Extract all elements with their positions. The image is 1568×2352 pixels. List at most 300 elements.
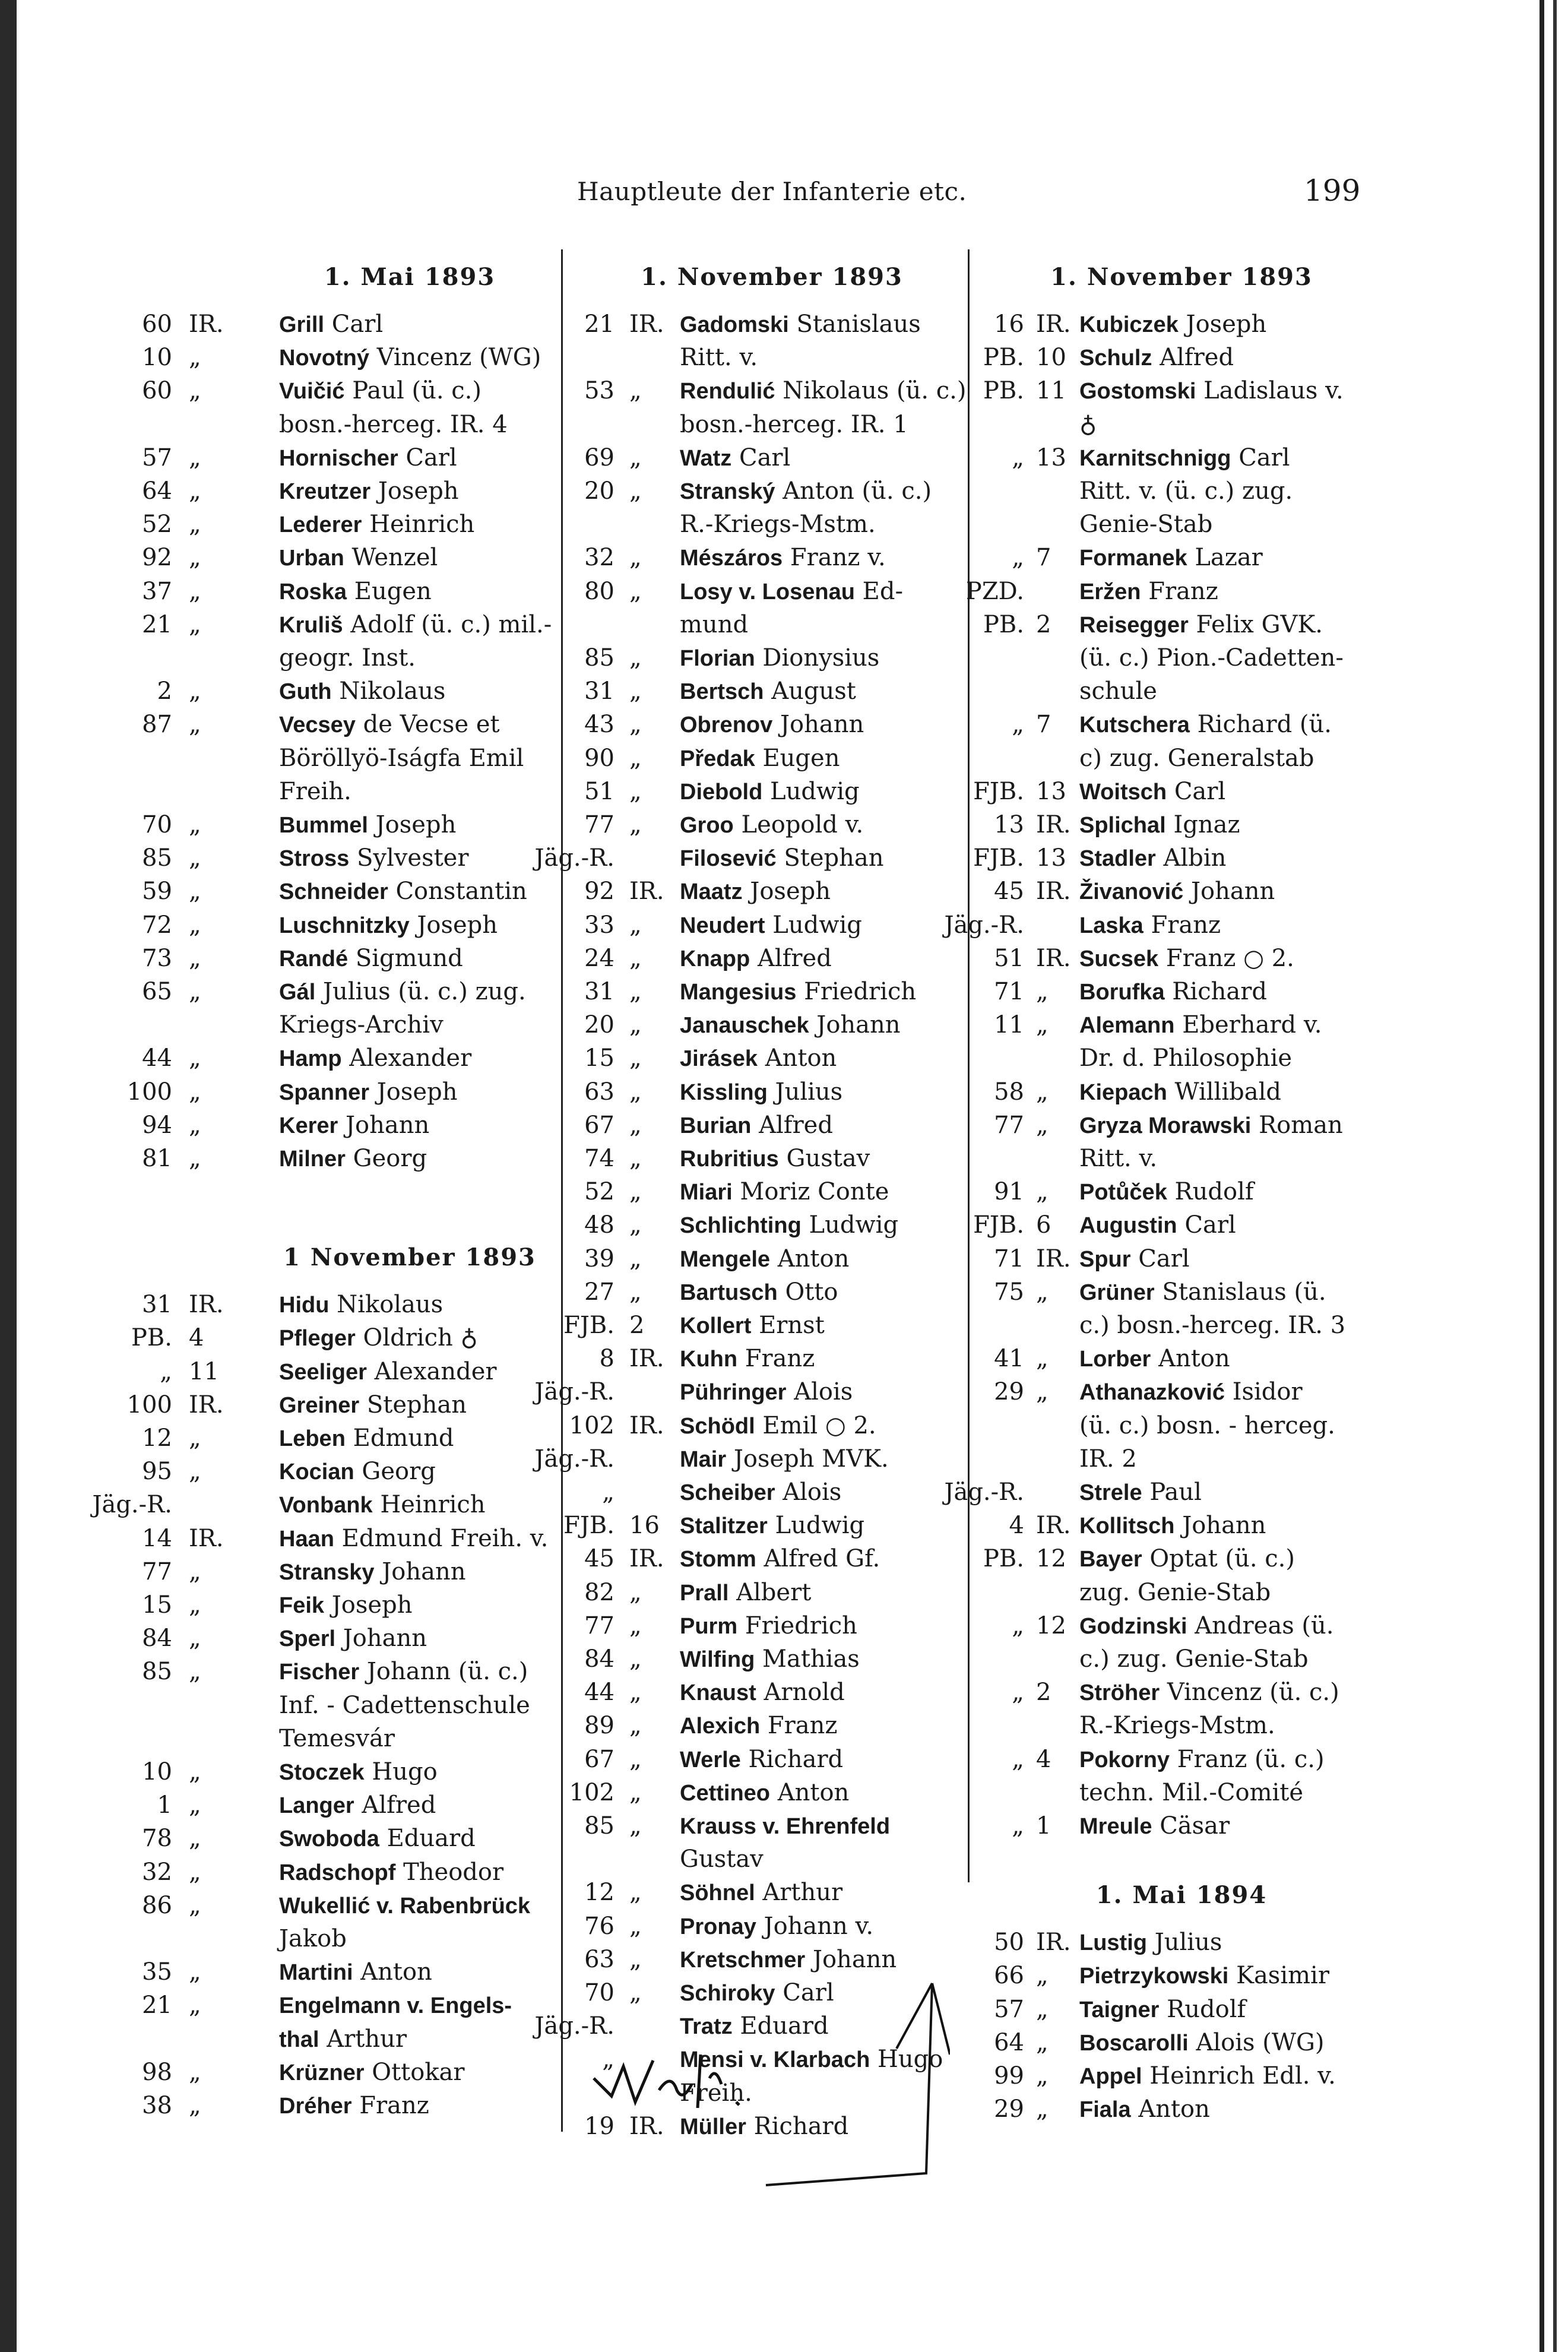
officer-surname: Ströher (1079, 1680, 1160, 1706)
regiment-number: 86 (142, 1891, 172, 1919)
officer-details: Alois (783, 1479, 842, 1506)
officer-details: Joseph (417, 911, 498, 939)
officer-surname: Kreutzer (279, 479, 371, 504)
entry-continuation (1079, 1042, 1292, 1075)
officer-surname: Gál (279, 980, 316, 1005)
unit-type: 13 (1036, 444, 1066, 471)
entry-continuation (279, 1722, 395, 1755)
regiment-number: 15 (584, 1044, 614, 1072)
officer-details-continuation: IR. 2 (1079, 1445, 1137, 1473)
entry-continuation (1079, 1709, 1275, 1742)
regiment-number: 89 (584, 1712, 614, 1740)
regiment-number: 102 (569, 1411, 614, 1439)
officer-details: Carl (783, 1979, 834, 2006)
regiment-number: 31 (584, 678, 614, 705)
officer-surname: Filosević (680, 846, 777, 872)
regiment-number: 45 (584, 1545, 614, 1573)
officer-details: Johann (346, 1111, 430, 1139)
regiment-number: 60 (142, 311, 172, 338)
regiment-number: 100 (126, 1391, 172, 1419)
regiment-number: PB. (983, 610, 1024, 638)
unit-type: „ (189, 477, 201, 505)
unit-type: „ (1036, 2062, 1048, 2090)
officer-surname: Urban (279, 546, 344, 571)
unit-type: „ (629, 1712, 642, 1740)
officer-surname: Swoboda (279, 1826, 379, 1852)
unit-type: „ (189, 377, 201, 405)
officer-surname: Kocian (279, 1460, 354, 1485)
officer-details: Leopold v. (741, 811, 864, 838)
unit-type: IR. (1036, 944, 1071, 972)
officer-details: Nikolaus (ü. c.) (783, 377, 967, 405)
officer-details: Optat (ü. c.) (1149, 1545, 1295, 1573)
officer-details: Alois (794, 1378, 853, 1406)
unit-type: 12 (1036, 1612, 1066, 1639)
officer-details-continuation: techn. Mil.-Comité (1079, 1778, 1304, 1806)
regiment-number: 4 (1009, 1512, 1024, 1540)
officer-details: August (771, 678, 856, 705)
unit-type: IR. (629, 2112, 664, 2140)
regiment-number: „ (1012, 444, 1024, 471)
entry-continuation (1079, 641, 1344, 675)
regiment-number: 21 (584, 311, 614, 338)
regiment-number: 81 (142, 1145, 172, 1172)
regiment-number: 27 (584, 1278, 614, 1306)
regiment-number: „ (602, 2046, 614, 2074)
officer-surname: Mészáros (680, 546, 783, 571)
officer-surname: Stadler (1079, 846, 1156, 872)
officer-surname: Mreule (1079, 1814, 1152, 1839)
officer-surname: Kiepach (1079, 1080, 1167, 1105)
regiment-number: 77 (584, 811, 614, 838)
officer-details: Constantin (395, 878, 527, 906)
officer-surname: Athanazković (1079, 1380, 1225, 1405)
officer-surname: Greiner (279, 1392, 360, 1418)
regiment-number: 39 (584, 1245, 614, 1272)
unit-type: „ (1036, 1995, 1048, 2023)
officer-surname: Müller (680, 2114, 746, 2139)
entry-continuation (680, 608, 748, 641)
regiment-number: 64 (142, 477, 172, 505)
officer-surname: Vecsey (279, 713, 356, 738)
unit-type: „ (629, 1812, 642, 1840)
regiment-number: PB. (983, 344, 1024, 372)
officer-details: Johann (1191, 878, 1275, 906)
scan-edge-right-outer (1553, 0, 1557, 2352)
officer-details: Edmund Freih. v. (341, 1524, 549, 1552)
officer-details: Kasimir (1236, 1962, 1329, 1990)
unit-type: 4 (189, 1324, 204, 1352)
officer-details-continuation: zug. Genie-Stab (1079, 1578, 1271, 1606)
officer-details: Carl (1238, 444, 1290, 471)
officer-surname: Hornischer (279, 445, 398, 471)
officer-details: Richard (753, 2112, 849, 2140)
unit-type: „ (189, 1425, 201, 1452)
officer-surname: Kutschera (1079, 713, 1190, 738)
officer-details: Ludwig (809, 1211, 899, 1239)
officer-details: Franz (359, 2092, 429, 2119)
officer-surname: Kollert (680, 1313, 752, 1338)
officer-surname: Godzinski (1079, 1613, 1187, 1639)
regiment-number: „ (1012, 711, 1024, 739)
regiment-number: 12 (142, 1425, 172, 1452)
officer-details: Franz (767, 1712, 838, 1740)
unit-type: „ (189, 1111, 201, 1139)
unit-type: „ (189, 1145, 201, 1172)
unit-type: „ (629, 978, 642, 1005)
officer-surname: Stoczek (279, 1760, 365, 1785)
regiment-number: 74 (584, 1145, 614, 1172)
handwritten-arrow-mark (754, 1960, 950, 2197)
regiment-number: 100 (126, 1078, 172, 1106)
officer-details: Johann (343, 1625, 427, 1653)
officer-surname: Sperl (279, 1626, 336, 1652)
regiment-number: 78 (142, 1825, 172, 1853)
officer-surname: Bummel (279, 813, 368, 838)
unit-type: „ (189, 878, 201, 906)
officer-details: Heinrich (369, 511, 475, 539)
entry-continuation (279, 742, 524, 775)
officer-details: Adolf (ü. c.) mil.- (350, 610, 552, 638)
unit-type: „ (189, 1044, 201, 1072)
unit-type: „ (1036, 1111, 1048, 1139)
officer-surname-continuation: thal (279, 2027, 319, 2052)
officer-details: Mathias (762, 1645, 860, 1673)
officer-surname: Vonbank (279, 1493, 373, 1518)
officer-surname: Randé (279, 946, 349, 971)
unit-type: IR. (1036, 878, 1071, 906)
unit-type: IR. (629, 878, 664, 906)
officer-surname: Strele (1079, 1480, 1142, 1505)
unit-type: „ (189, 1625, 201, 1653)
officer-details-continuation: Ritt. v. (1079, 1145, 1158, 1172)
officer-surname: Martini (279, 1960, 353, 1986)
officer-surname: Kollitsch (1079, 1514, 1175, 1539)
officer-details-continuation: R.-Kriegs-Mstm. (1079, 1712, 1275, 1740)
entry-continuation (279, 775, 351, 808)
officer-details: Alexander (349, 1044, 472, 1072)
officer-details: Rudolf (1174, 1178, 1254, 1206)
regiment-number: 31 (584, 978, 614, 1005)
unit-type: „ (629, 1679, 642, 1707)
unit-type: 2 (1036, 610, 1051, 638)
officer-surname: Woitsch (1079, 779, 1167, 805)
officer-surname: Fiala (1079, 2097, 1131, 2123)
officer-details: Franz (ü. c.) (1177, 1745, 1325, 1773)
page-number: 199 (1304, 173, 1361, 208)
officer-surname: Bertsch (680, 679, 764, 705)
officer-surname: Borufka (1079, 980, 1165, 1005)
officer-surname: Schödl (680, 1413, 755, 1439)
officer-surname: Gryza Morawski (1079, 1113, 1252, 1138)
regiment-number: 57 (142, 444, 172, 471)
officer-details: Alexander (374, 1357, 497, 1385)
officer-details: Alfred (362, 1791, 436, 1819)
officer-details: Anton (360, 1958, 432, 1986)
regiment-number: 92 (142, 544, 172, 572)
officer-details: Alfred (759, 1111, 833, 1139)
unit-type: „ (1036, 1378, 1048, 1406)
running-head: Hauptleute der Infanterie etc. (577, 177, 967, 206)
officer-surname: Splichal (1079, 813, 1166, 838)
unit-type: „ (189, 944, 201, 972)
officer-details: Heinrich Edl. v. (1149, 2062, 1336, 2090)
officer-surname: Krüzner (279, 2060, 365, 2085)
regiment-number: Jäg.-R. (534, 2012, 614, 2040)
unit-type: „ (629, 544, 642, 572)
unit-type: „ (189, 344, 201, 372)
unit-type: „ (189, 678, 201, 705)
regiment-number: 69 (584, 444, 614, 471)
regiment-number: 84 (584, 1645, 614, 1673)
regiment-number: 11 (994, 1011, 1024, 1039)
regiment-number: 50 (994, 1929, 1024, 1957)
entry-continuation (1079, 1642, 1309, 1676)
officer-details: Ottokar (372, 2058, 465, 2086)
unit-type: „ (189, 1558, 201, 1585)
regiment-number: 10 (142, 344, 172, 372)
unit-type: „ (1036, 1078, 1048, 1106)
officer-details: Ignaz (1173, 811, 1240, 838)
regiment-number: 48 (584, 1211, 614, 1239)
regiment-number: FJB. (973, 1211, 1024, 1239)
entry-continuation (1079, 508, 1212, 541)
officer-surname: Hidu (279, 1293, 330, 1318)
unit-type: „ (629, 744, 642, 772)
unit-type: „ (189, 2092, 201, 2119)
unit-type: „ (1036, 1011, 1048, 1039)
unit-type: IR. (629, 1345, 664, 1373)
regiment-number: 71 (994, 1245, 1024, 1272)
regiment-number: „ (160, 1357, 172, 1385)
regiment-number: 66 (994, 1962, 1024, 1990)
officer-details: Ed- (862, 577, 903, 605)
unit-type: 11 (1036, 377, 1066, 405)
unit-type: IR. (629, 311, 664, 338)
officer-surname: Seeliger (279, 1359, 367, 1385)
unit-type: „ (629, 477, 642, 505)
unit-type: „ (189, 1958, 201, 1986)
officer-details: Johann (780, 711, 864, 739)
officer-surname: Spur (1079, 1246, 1131, 1272)
officer-surname: Purm (680, 1613, 738, 1639)
officer-surname: Krauss v. Ehrenfeld (680, 1814, 891, 1839)
unit-type: 6 (1036, 1211, 1051, 1239)
officer-surname: Kuhn (680, 1347, 738, 1372)
regiment-number: 94 (142, 1111, 172, 1139)
officer-details: Ernst (759, 1312, 825, 1339)
unit-type: 12 (1036, 1545, 1066, 1573)
officer-details: Eugen (762, 744, 840, 772)
officer-details: Stephan (784, 844, 884, 872)
unit-type: „ (189, 511, 201, 539)
officer-surname: Radschopf (279, 1860, 396, 1885)
unit-type: IR. (1036, 1512, 1071, 1540)
regiment-number: 77 (994, 1111, 1024, 1139)
officer-details-continuation: Kriegs-Archiv (279, 1011, 444, 1039)
officer-surname: Gadomski (680, 312, 789, 337)
officer-details: Franz (745, 1345, 815, 1373)
regiment-number: PB. (131, 1324, 172, 1352)
officer-details: Joseph MVK. (733, 1445, 889, 1473)
officer-details: Felix GVK. (1196, 610, 1323, 638)
officer-surname: Pronay (680, 1914, 756, 1939)
officer-details: Lazar (1195, 544, 1263, 572)
regiment-number: 29 (994, 2095, 1024, 2123)
officer-details: Johann (ü. c.) (366, 1658, 528, 1686)
officer-surname: Losy v. Losenau (680, 579, 855, 604)
unit-type: „ (189, 711, 201, 739)
regiment-number: PB. (983, 1545, 1024, 1573)
unit-type: „ (629, 811, 642, 838)
officer-surname: Schulz (1079, 346, 1152, 371)
officer-surname: Laska (1079, 913, 1143, 938)
officer-details: Julius (ü. c.) zug. (322, 978, 526, 1005)
unit-type: „ (1036, 1278, 1048, 1306)
officer-surname: Appel (1079, 2064, 1142, 2089)
officer-surname: Leben (279, 1426, 346, 1451)
entry-continuation (1079, 675, 1157, 708)
regiment-number: 71 (994, 978, 1024, 1005)
officer-details-continuation: bosn.-herceg. IR. 4 (279, 410, 508, 438)
unit-type: 1 (1036, 1812, 1051, 1840)
regiment-number: 75 (994, 1278, 1024, 1306)
unit-type: „ (629, 444, 642, 471)
officer-surname: Neudert (680, 913, 765, 938)
officer-details: Stanislaus (ü. (1162, 1278, 1326, 1306)
officer-details: Emil ○ 2. (762, 1411, 876, 1439)
regiment-number: 82 (584, 1578, 614, 1606)
regiment-number: 77 (584, 1612, 614, 1639)
regiment-number: Jäg.-R. (944, 1479, 1024, 1506)
officer-details: Johann (1182, 1512, 1266, 1540)
unit-type: „ (189, 1591, 201, 1619)
officer-details: Paul (ü. c.) (352, 377, 482, 405)
regiment-number: 57 (994, 1995, 1024, 2023)
unit-type: „ (629, 944, 642, 972)
officer-surname: Feik (279, 1593, 325, 1618)
officer-details: Nikolaus (337, 1291, 444, 1319)
officer-details: de Vecse et (363, 711, 500, 739)
unit-type: IR. (1036, 311, 1071, 338)
regiment-number: 37 (142, 577, 172, 605)
unit-type: 7 (1036, 711, 1051, 739)
officer-details: Anton (777, 1245, 850, 1272)
entry-continuation (1079, 408, 1097, 441)
entry-continuation (1079, 1776, 1303, 1809)
unit-type: „ (629, 711, 642, 739)
officer-surname: Formanek (1079, 546, 1187, 571)
officer-details: Hugo (372, 1758, 438, 1786)
regiment-number: 8 (599, 1345, 614, 1373)
entry-continuation (680, 408, 908, 441)
officer-details: Julius (1154, 1929, 1222, 1957)
officer-details: Anton (765, 1044, 837, 1072)
officer-surname: Taigner (1079, 1997, 1160, 2022)
officer-surname: Wilfing (680, 1647, 755, 1672)
officer-surname: Fischer (279, 1660, 360, 1685)
officer-details-continuation: geogr. Inst. (279, 644, 416, 672)
officer-details-continuation: Arthur (327, 2025, 407, 2053)
officer-surname: Sucsek (1079, 946, 1159, 971)
officer-surname: Prall (680, 1580, 729, 1606)
unit-type: „ (629, 644, 642, 672)
unit-type: „ (629, 1912, 642, 1940)
unit-type: „ (189, 2058, 201, 2086)
regiment-number: 70 (584, 1979, 614, 2006)
regiment-number: 58 (994, 1078, 1024, 1106)
officer-details: Roman (1259, 1111, 1343, 1139)
scan-edge-right (1540, 0, 1544, 2352)
officer-surname: Potůček (1079, 1180, 1167, 1205)
unit-type: „ (629, 678, 642, 705)
officer-details-continuation: (ü. c.) Pion.-Cadetten- (1079, 644, 1344, 672)
officer-details: Alfred (757, 944, 832, 972)
officer-surname: Guth (279, 679, 332, 705)
officer-surname: Stransky (279, 1559, 375, 1585)
regiment-number: 85 (584, 1812, 614, 1840)
officer-details: Carl (1174, 777, 1226, 805)
officer-details: Oldrich ♁ (363, 1324, 478, 1352)
officer-surname: Mensi v. Klarbach (680, 2047, 870, 2073)
officer-surname: Spanner (279, 1080, 370, 1105)
unit-type: IR. (1036, 811, 1071, 838)
regiment-number: 60 (142, 377, 172, 405)
officer-details: Edmund (353, 1425, 454, 1452)
officer-details: Paul (1149, 1479, 1202, 1506)
unit-type: 11 (189, 1357, 219, 1385)
officer-details: Carl (406, 444, 457, 471)
regiment-number: 67 (584, 1111, 614, 1139)
unit-type: IR. (629, 1545, 664, 1573)
officer-surname: Obrenov (680, 713, 773, 738)
unit-type: IR. (629, 1411, 664, 1439)
regiment-number: 16 (994, 311, 1024, 338)
unit-type: „ (629, 1745, 642, 1773)
regiment-number: „ (1012, 544, 1024, 572)
regiment-number: 12 (584, 1879, 614, 1907)
officer-surname: Bartusch (680, 1280, 778, 1305)
officer-surname: Hamp (279, 1046, 342, 1072)
unit-type: 2 (629, 1312, 645, 1339)
regiment-number: Jäg.-R. (944, 911, 1024, 939)
regiment-number: 91 (994, 1178, 1024, 1206)
officer-details: Anton (1158, 1345, 1230, 1373)
unit-type: „ (189, 1858, 201, 1886)
regiment-number: 77 (142, 1558, 172, 1585)
entry-continuation (279, 408, 508, 441)
officer-details-continuation: Böröllyö-Iságfa Emil (279, 744, 524, 772)
officer-details: Ludwig (770, 777, 860, 805)
unit-type: „ (629, 1078, 642, 1106)
unit-type: „ (629, 1979, 642, 2006)
regiment-number: 67 (584, 1745, 614, 1773)
regiment-number: 72 (142, 911, 172, 939)
officer-details-continuation: Temesvár (279, 1724, 395, 1752)
officer-details: Joseph (750, 878, 831, 906)
unit-type: „ (629, 777, 642, 805)
officer-details: Richard (ü. (1197, 711, 1332, 739)
officer-details: Joseph (376, 1078, 458, 1106)
officer-details: Franz v. (790, 544, 886, 572)
officer-details-continuation: (ü. c.) bosn. - herceg. (1079, 1411, 1335, 1439)
entry-continuation (1079, 1409, 1335, 1442)
officer-surname: Kubiczek (1079, 312, 1179, 337)
officer-surname: Schneider (279, 879, 388, 905)
section-heading: 1. November 1893 (1050, 263, 1313, 291)
regiment-number: 31 (142, 1291, 172, 1319)
unit-type: 13 (1036, 777, 1066, 805)
